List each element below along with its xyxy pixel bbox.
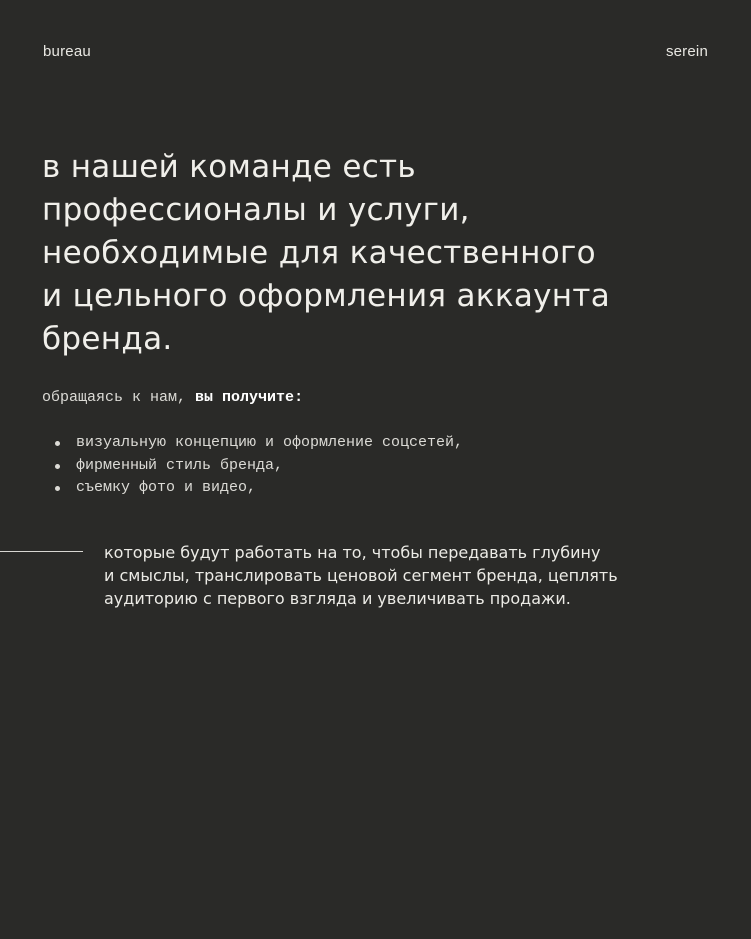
headline-line: профессионалы и услуги, <box>42 192 470 228</box>
closing-line: аудиторию с первого взгляда и увеличивать продажи. <box>104 589 571 608</box>
intro-text <box>42 389 303 406</box>
headline-line: в нашей команде есть <box>42 149 416 185</box>
bullet-icon <box>55 441 60 446</box>
headline-line: и цельного оформления аккаунта <box>42 278 611 314</box>
list-item-label: визуальную концепцию и оформление соцсетей, <box>76 434 464 451</box>
intro-emphasis: вы получите <box>195 389 295 406</box>
bullet-icon <box>55 486 60 491</box>
list-item-label: съемку фото и видео, <box>76 479 257 496</box>
list-item-label: фирменный стиль бренда, <box>76 456 284 474</box>
headline-line: необходимые для качественного <box>42 235 596 271</box>
closing-line: и смыслы, транслировать ценовой сегмент бренда, цеплять <box>104 566 618 585</box>
headline <box>42 146 722 361</box>
list-item <box>55 432 463 455</box>
benefits-list <box>55 432 463 500</box>
bullet-icon <box>55 464 60 469</box>
closing-paragraph <box>104 541 724 610</box>
list-item <box>55 477 463 500</box>
headline-line: бренда. <box>42 321 173 357</box>
divider-line <box>0 551 83 552</box>
intro-prefix: обращаясь к нам, <box>42 389 196 406</box>
list-item <box>55 455 463 478</box>
brand-name-right: serein <box>665 43 708 60</box>
intro-suffix: : <box>294 389 304 406</box>
brand-name-left: bureau <box>43 43 91 60</box>
closing-line: которые будут работать на то, чтобы передавать глубину <box>104 543 601 562</box>
